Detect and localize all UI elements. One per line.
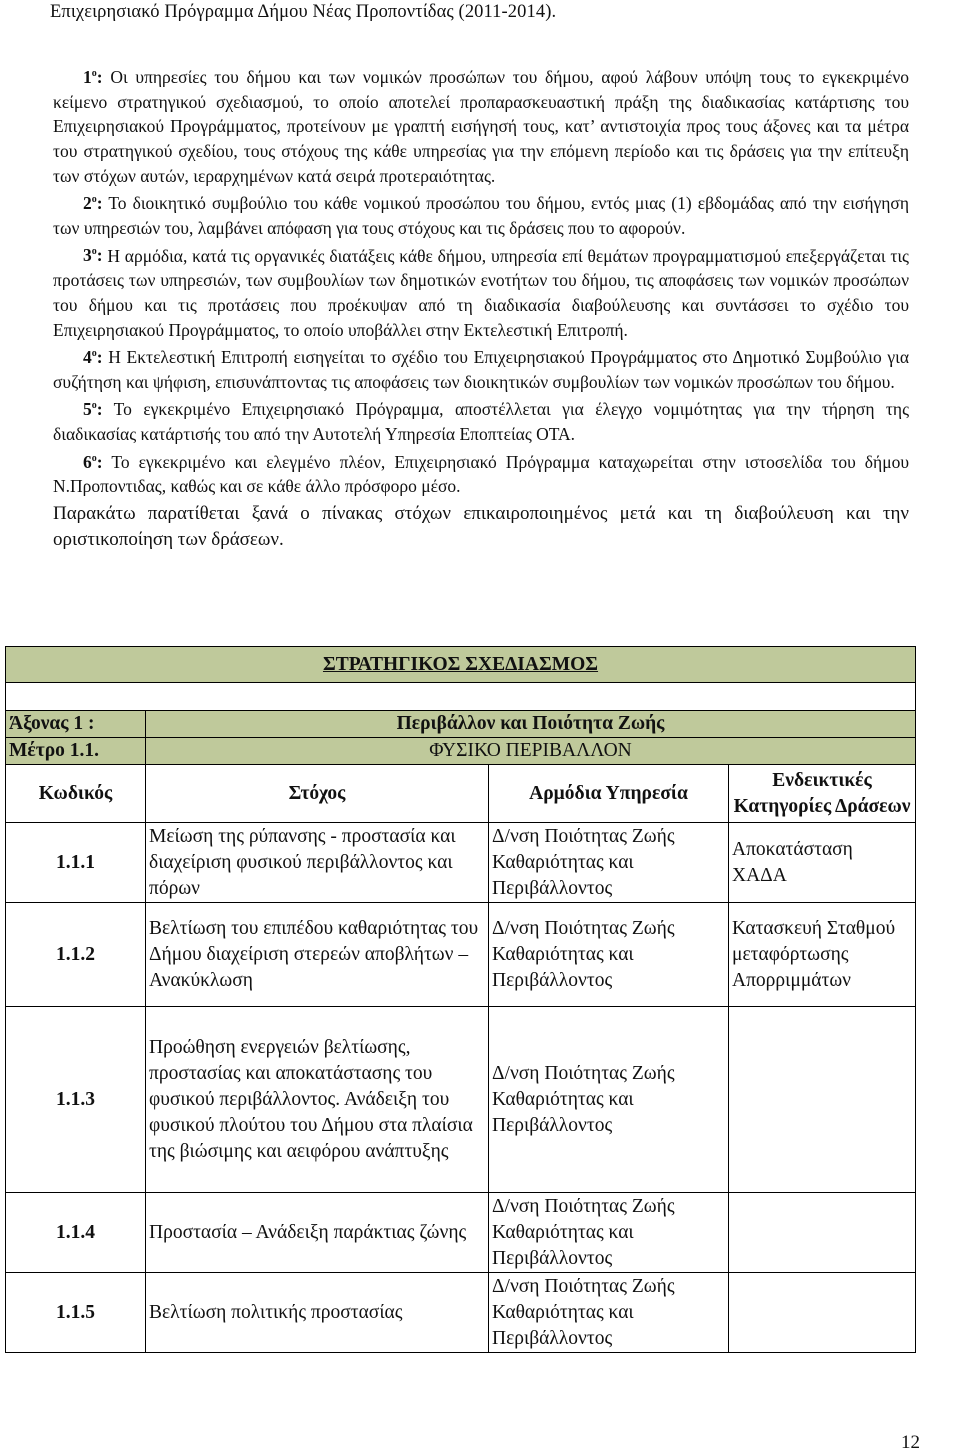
page-number: 12 — [901, 1432, 920, 1453]
step-sup: ο — [91, 348, 97, 360]
step-text: Το εγκεκριμένο και ελεγμένο πλέον, Επιχειρησιακό Πρόγραμμα καταχωρείται στην ιστοσελίδα του δήμου Ν.Προποντιδας, καθώς και σε κάθε άλλο πρόσφορο μέσο. — [53, 451, 909, 497]
column-header-service: Αρμόδια Υπηρεσία — [489, 765, 729, 823]
row-service-cell: Δ/νση Ποιότητας Ζωής Καθαριότητας και Περιβάλλοντος — [489, 903, 729, 1007]
column-header-actions: Ενδεικτικές Κατηγορίες Δράσεων — [729, 765, 916, 823]
column-header-row — [6, 765, 916, 823]
step-text: Το διοικητικό συμβούλιο του κάθε νομικού προσώπου του δήμου, εντός μιας (1) εβδομάδας από την εισήγηση των υπηρεσιών του, λαμβάνει απόφαση για τους στόχους και τις δράσεις που το αφορούν. — [53, 193, 909, 238]
table-title-cell — [6, 647, 916, 683]
axis-value-cell: Περιβάλλον και Ποιότητα Ζωής — [146, 711, 916, 738]
row-goal-cell: Προώθηση ενεργειών βελτίωσης, προστασίας και αποκατάστασης του φυσικού περιβάλλοντος. Ανάδειξη του φυσικού πλούτου του Δήμου στα πλαίσια της βιώσιμης και αειφόρου ανάπτυξης — [146, 1007, 489, 1193]
step-paragraph — [53, 241, 909, 343]
row-goal-cell: Βελτίωση πολιτικής προστασίας — [146, 1273, 489, 1353]
document-body — [53, 62, 909, 553]
column-header-goal: Στόχος — [146, 765, 489, 823]
column-header-code: Κωδικός — [6, 765, 146, 823]
measure-value-cell: ΦΥΣΙΚΟ ΠΕΡΙΒΑΛΛΟΝ — [146, 738, 916, 765]
row-actions-cell — [729, 1273, 916, 1353]
row-code-cell: 1.1.4 — [6, 1193, 146, 1273]
step-sup: ο — [91, 246, 97, 258]
table-row — [6, 1273, 916, 1353]
step-num: 2 — [83, 193, 92, 214]
step-text: Το εγκεκριμένο Επιχειρησιακό Πρόγραμμα, αποστέλλεται για έλεγχο νομιμότητας για την τήρηση της διαδικασίας κατάρτισής του από την Αυτοτελή Υπηρεσία Εποπτείας ΟΤΑ. — [53, 399, 909, 444]
step-colon: : — [96, 347, 103, 368]
step-text: Η αρμόδια, κατά τις οργανικές διατάξεις κάθε δήμου, υπηρεσία επί θεμάτων προγραμματισμού επεξεργάζεται τις προτάσεις των υπηρεσιών, των συμβουλίων των δημοτικών ενοτήτων του δήμου, τις αποφάσεις των νομικών προσώπων του δήμου και τις προτάσεις που προέκυψαν από τη διαδικασία διαβούλευσης και συντάσσει το σχέδιο του Επιχειρησιακού Προγράμματος, το οποίο υποβάλλει στην Εκτελεστική Επιτροπή. — [53, 245, 909, 340]
axis-row — [6, 711, 916, 738]
row-actions-cell: Αποκατάσταση ΧΑΔΑ — [729, 823, 916, 903]
strategic-planning-table — [5, 646, 916, 1353]
measure-row — [6, 738, 916, 765]
row-service-cell: Δ/νση Ποιότητας Ζωής Καθαριότητας και Περιβάλλοντος — [489, 1007, 729, 1193]
table-title-row — [6, 647, 916, 683]
row-code-cell: 1.1.3 — [6, 1007, 146, 1193]
step-number — [83, 67, 103, 87]
row-actions-cell — [729, 1193, 916, 1273]
step-paragraph — [53, 447, 909, 499]
row-goal-cell: Προστασία – Ανάδειξη παράκτιας ζώνης — [146, 1193, 489, 1273]
row-service-cell: Δ/νση Ποιότητας Ζωής Καθαριότητας και Περιβάλλοντος — [489, 1273, 729, 1353]
step-paragraph — [53, 342, 909, 394]
step-number — [83, 452, 103, 472]
row-goal-cell: Βελτίωση του επιπέδου καθαριότητας του Δήμου διαχείριση στερεών αποβλήτων – Ανακύκλωση — [146, 903, 489, 1007]
step-number — [83, 245, 103, 265]
step-number — [83, 399, 103, 419]
row-goal-cell: Μείωση της ρύπανσης - προστασία και διαχείριση φυσικού περιβάλλοντος και πόρων — [146, 823, 489, 903]
step-sup: ο — [91, 68, 97, 79]
measure-label-cell: Μέτρο 1.1. — [6, 738, 146, 765]
step-number — [83, 193, 103, 213]
table-title: ΣΤΡΑΤΗΓΙΚΟΣ ΣΧΕΔΙΑΣΜΟΣ — [322, 653, 599, 675]
step-num: 5 — [83, 399, 92, 420]
table-spacer-cell — [6, 683, 916, 711]
step-number — [83, 347, 103, 367]
step-sup: ο — [91, 400, 97, 412]
step-num: 1 — [83, 66, 92, 87]
row-service-cell: Δ/νση Ποιότητας Ζωής Καθαριότητας και Περιβάλλοντος — [489, 823, 729, 903]
step-paragraph — [53, 62, 909, 188]
table-row — [6, 1193, 916, 1273]
step-sup: ο — [91, 452, 97, 464]
step-colon: : — [96, 245, 103, 266]
step-paragraph — [53, 188, 909, 240]
step-num: 6 — [83, 451, 92, 472]
row-code-cell: 1.1.5 — [6, 1273, 146, 1353]
step-colon: : — [96, 66, 103, 87]
table-row — [6, 1007, 916, 1193]
table-row — [6, 823, 916, 903]
intro-paragraph: Παρακάτω παρατίθεται ξανά ο πίνακας στόχων επικαιροποιημένος μετά και τη διαβούλευση και την οριστικοποίηση των δράσεων. — [53, 502, 909, 550]
step-colon: : — [96, 399, 103, 420]
step-colon: : — [96, 193, 103, 214]
step-sup: ο — [91, 194, 97, 206]
table-row — [6, 903, 916, 1007]
step-text: Οι υπηρεσίες του δήμου και των νομικών προσώπων του δήμου, αφού λάβουν υπόψη τους το εγκεκριμένο κείμενο στρατηγικού σχεδιασμού, το οποίο αποτελεί προπαρασκευαστική πράξη της διαδικασίας κατάρτισης του Επιχειρησιακού Προγράμματος, προτείνουν με γραπτή εισήγησή τους, κατ’ αντιστοιχία προς τους άξονες και τα μέτρα του στρατηγικού σχεδίου, τους στόχους της κάθε υπηρεσίας για την επόμενη περίοδο και τις δράσεις για την επίτευξη των στόχων αυτών, ιεραρχημένων κατά σειρά προτεραιότητας. — [53, 66, 909, 186]
axis-label-cell: Άξονας 1 : — [6, 711, 146, 738]
step-num: 4 — [83, 347, 92, 368]
row-code-cell: 1.1.2 — [6, 903, 146, 1007]
step-num: 3 — [83, 245, 92, 266]
row-actions-cell: Κατασκευή Σταθμού μεταφόρτωσης Απορριμμάτων — [729, 903, 916, 1007]
row-service-cell: Δ/νση Ποιότητας Ζωής Καθαριότητας και Περιβάλλοντος — [489, 1193, 729, 1273]
row-code-cell: 1.1.1 — [6, 823, 146, 903]
step-paragraph — [53, 394, 909, 446]
row-actions-cell — [729, 1007, 916, 1193]
table-spacer-row — [6, 683, 916, 711]
document-header: Επιχειρησιακό Πρόγραμμα Δήμου Νέας Προποντίδας (2011-2014). — [50, 2, 557, 22]
step-text: Η Εκτελεστική Επιτροπή εισηγείται το σχέδιο του Επιχειρησιακού Προγράμματος στο Δημοτικό Συμβούλιο για συζήτηση και ψήφιση, επισυνάπτοντας τις αποφάσεις των διοικητικών συμβουλίων των νομικών προσώπων του δήμου. — [53, 347, 909, 392]
step-colon: : — [96, 451, 103, 472]
